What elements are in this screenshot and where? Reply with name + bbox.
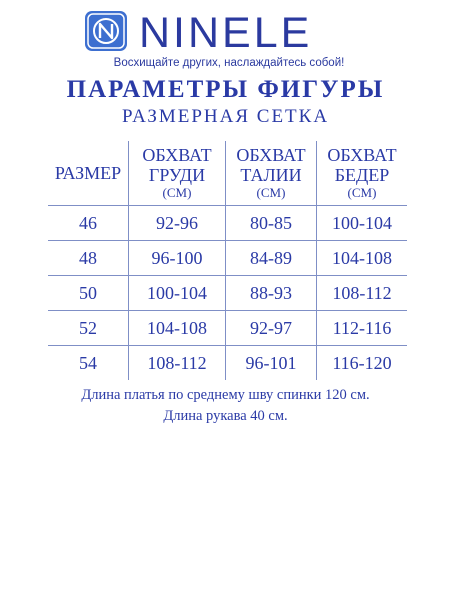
page-subtitle: РАЗМЕРНАЯ СЕТКА bbox=[121, 106, 330, 127]
header-chest-line2: ГРУДИ bbox=[148, 165, 206, 185]
cell-chest: 100-104 bbox=[129, 276, 226, 311]
brand-name: NINELE bbox=[139, 9, 313, 57]
tagline: Восхищайте других, наслаждайтесь собой! bbox=[113, 57, 345, 69]
header-hips bbox=[317, 141, 408, 206]
cell-chest: 96-100 bbox=[129, 241, 226, 276]
cell-chest: 108-112 bbox=[129, 346, 226, 381]
header-waist-line2: ТАЛИИ bbox=[240, 165, 302, 185]
cell-hips: 112-116 bbox=[317, 311, 408, 346]
cell-hips: 116-120 bbox=[332, 352, 392, 373]
table-row bbox=[48, 206, 407, 241]
cell-waist: 88-93 bbox=[226, 276, 317, 311]
page-title: ПАРАМЕТРЫ ФИГУРЫ bbox=[66, 76, 385, 103]
cell-waist: 80-85 bbox=[226, 206, 317, 241]
header bbox=[0, 8, 451, 70]
cell-size: 52 bbox=[48, 311, 129, 346]
header-waist-unit: (СМ) bbox=[256, 185, 286, 200]
cell-hips: 100-104 bbox=[317, 206, 408, 241]
header-chest-line1: ОБХВАТ bbox=[142, 145, 212, 165]
cell-hips: 108-112 bbox=[317, 276, 408, 311]
header-waist-line1: ОБХВАТ bbox=[236, 145, 306, 165]
header-chest-unit: (СМ) bbox=[162, 185, 192, 200]
header-chest bbox=[129, 141, 226, 206]
cell-waist: 92-97 bbox=[226, 311, 317, 346]
header-hips-line2: БЕДЕР bbox=[334, 165, 390, 185]
header-size bbox=[48, 141, 129, 206]
cell-hips: 104-108 bbox=[317, 241, 408, 276]
cell-size: 46 bbox=[48, 206, 129, 241]
cell-size: 48 bbox=[48, 241, 129, 276]
table-header-row bbox=[48, 141, 407, 206]
sleeve-length-note: Длина рукава 40 см. bbox=[163, 408, 288, 424]
cell-chest: 104-108 bbox=[129, 311, 226, 346]
cell-size: 50 bbox=[48, 276, 129, 311]
table-row bbox=[48, 241, 407, 276]
table-row bbox=[48, 311, 407, 346]
brand-logo-icon bbox=[84, 10, 128, 57]
size-chart-table bbox=[48, 141, 407, 380]
cell-size: 54 bbox=[48, 346, 129, 381]
cell-waist: 84-89 bbox=[226, 241, 317, 276]
cell-waist: 96-101 bbox=[226, 346, 317, 381]
cell-chest: 92-96 bbox=[129, 206, 226, 241]
header-size-label: РАЗМЕР bbox=[54, 163, 122, 183]
header-hips-unit: (СМ) bbox=[347, 185, 377, 200]
header-waist bbox=[226, 141, 317, 206]
table-row bbox=[48, 276, 407, 311]
table-row bbox=[48, 346, 407, 381]
dress-length-note: Длина платья по среднему шву спинки 120 см. bbox=[81, 387, 370, 403]
header-hips-line1: ОБХВАТ bbox=[327, 145, 397, 165]
